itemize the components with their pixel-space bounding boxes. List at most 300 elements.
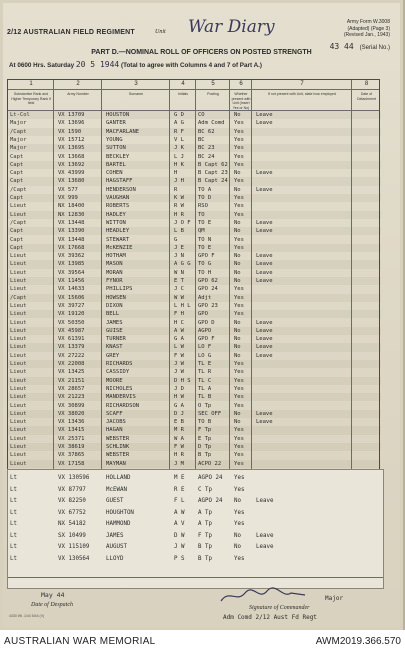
posting-cell: LO F <box>198 344 212 351</box>
subtitle-suffix: (Total to agree with Columns 4 and 7 of Part A.) <box>120 62 262 69</box>
initials-cell: K W <box>174 195 184 201</box>
rank-cell: Lieut <box>10 460 27 467</box>
officer-row <box>8 194 381 202</box>
officer-row <box>8 252 381 260</box>
present-cell: No <box>234 336 241 343</box>
present-cell: Yes <box>234 555 245 562</box>
officer-row <box>8 474 381 484</box>
initials-cell: R W <box>174 203 184 210</box>
surname-cell: NICHOLES <box>106 385 133 392</box>
army-number-cell: VX 13695 <box>58 145 85 152</box>
present-cell: Yes <box>234 427 244 434</box>
present-cell: No <box>234 253 241 260</box>
unit-name: 2/12 AUSTRALIAN FIELD REGIMENT <box>7 29 135 36</box>
rank-cell: /Capt <box>10 294 27 301</box>
posting-cell: CO <box>198 112 205 118</box>
officer-row <box>8 186 381 194</box>
posting-cell: GPO F <box>198 336 215 343</box>
surname-cell: YOUNG <box>106 136 123 143</box>
rank-cell: Lieut <box>10 385 27 392</box>
present-cell: Yes <box>234 145 244 152</box>
officer-row <box>8 532 381 542</box>
part-subtitle <box>9 60 262 69</box>
column-heading: Surname <box>128 92 144 96</box>
employment-cell: Leave <box>256 219 273 226</box>
posting-cell: F Tp <box>198 532 212 539</box>
army-number-cell: VX 30899 <box>58 402 85 409</box>
signature-scribble-icon <box>219 587 309 605</box>
surname-cell: SCHLINK <box>106 444 130 450</box>
surname-cell: MOORE <box>106 377 123 384</box>
officer-row <box>8 236 381 244</box>
rank-cell: /Capt <box>10 128 27 135</box>
initials-cell: D H S <box>174 377 191 384</box>
army-number-cell: VX 577 <box>58 186 78 193</box>
rank-cell: Lieut <box>10 427 27 434</box>
initials-cell: R <box>174 186 178 193</box>
rank-cell: Lieut <box>10 269 27 276</box>
surname-cell: HADLEY <box>106 211 126 218</box>
rank-cell: Lieut <box>10 336 27 343</box>
surname-cell: CASSIDY <box>106 369 130 376</box>
rank-cell: Lieut <box>10 452 27 459</box>
posting-cell: B Tp <box>198 452 212 459</box>
column-heading: Date of Detachment <box>357 92 376 101</box>
army-number-cell: VX 45987 <box>58 327 85 334</box>
officer-row <box>8 520 381 530</box>
officer-row <box>8 327 381 335</box>
present-cell: No <box>234 219 241 226</box>
present-cell: No <box>234 352 241 359</box>
present-cell: No <box>234 498 241 504</box>
present-cell: Yes <box>234 286 244 293</box>
army-number-cell: VX 22008 <box>58 361 85 367</box>
army-number-cell: VX 27222 <box>58 352 85 359</box>
commander-line: Adm Comd 2/12 Aust Fd Regt <box>223 614 317 621</box>
initials-cell: A G G <box>174 261 191 268</box>
header-rule <box>8 89 379 90</box>
initials-cell: A W <box>174 327 184 334</box>
rank-cell: Lt-Col <box>10 112 30 118</box>
present-cell: No <box>234 269 241 276</box>
rank-cell: Lieut <box>10 203 27 210</box>
serial-label: (Serial No.) <box>359 45 390 51</box>
column-heading: Whether present with Unit (Insert Yes or No) <box>231 92 251 110</box>
army-number-cell: VX 17158 <box>58 460 85 467</box>
army-number-cell: VX 13668 <box>58 153 85 160</box>
army-number-cell: NX 54182 <box>58 521 86 527</box>
initials-cell: G D <box>174 112 184 118</box>
army-number-cell: VX 999 <box>58 195 78 201</box>
present-cell: Yes <box>234 394 244 401</box>
present-cell: Yes <box>234 120 244 127</box>
present-cell: No <box>234 319 241 326</box>
posting-cell: TO N <box>198 236 212 243</box>
surname-cell: MAYMAN <box>106 460 126 467</box>
rank-cell: /Capt <box>10 219 27 226</box>
column-number: 5 <box>211 81 215 87</box>
rank-cell: Lieut <box>10 361 27 367</box>
posting-cell: TL C <box>198 377 212 384</box>
rank-cell: Lt <box>10 555 17 562</box>
officer-row <box>8 202 381 210</box>
initials-cell: H W <box>174 394 184 401</box>
army-number-cell: VX 61391 <box>58 336 85 343</box>
officer-row <box>8 418 381 426</box>
officer-row <box>8 435 381 443</box>
posting-cell: A Tp <box>198 509 212 516</box>
employment-cell: Leave <box>256 261 273 268</box>
initials-cell: A G <box>174 120 184 127</box>
present-cell: Yes <box>234 509 245 516</box>
surname-cell: RICHARDS <box>106 361 133 367</box>
posting-cell: BC <box>198 136 205 143</box>
despatch-date: May 44 <box>41 591 65 599</box>
employment-cell: Leave <box>256 228 273 235</box>
posting-cell: QM <box>198 228 205 235</box>
surname-cell: WEBSTER <box>106 452 130 459</box>
initials-cell: F L <box>174 498 185 504</box>
present-cell: Yes <box>234 444 244 450</box>
officer-row <box>8 410 381 418</box>
initials-cell: J E <box>174 244 184 251</box>
rank-cell: Lt <box>10 532 17 539</box>
officer-row <box>8 128 381 136</box>
employment-cell: Leave <box>256 112 273 118</box>
initials-cell: J D <box>174 385 184 392</box>
army-number-cell: VX 38619 <box>58 444 85 450</box>
present-cell: No <box>234 410 241 417</box>
rank-cell: Lt <box>10 521 17 527</box>
posting-cell: E Tp <box>198 435 212 442</box>
posting-cell: F Tp <box>198 427 212 434</box>
present-cell: No <box>234 278 241 284</box>
column-heading: Substantive Rank and Higher Temporary Rank if held <box>11 92 51 105</box>
rank-cell: Lieut <box>10 419 27 426</box>
army-number-cell: VX 17668 <box>58 244 85 251</box>
column-heading: If not present with Unit, state how employed <box>268 92 336 96</box>
initials-cell: D W <box>174 532 185 539</box>
employment-cell: Leave <box>256 410 273 417</box>
rank-cell: Lieut <box>10 369 27 376</box>
rank-cell: Major <box>10 145 27 152</box>
officer-row <box>8 343 381 351</box>
officer-row <box>8 144 381 152</box>
surname-cell: SUTTON <box>106 145 126 152</box>
surname-cell: RICHARDSON <box>106 402 140 409</box>
serial-value: 43 44 <box>329 42 354 51</box>
section-rule <box>8 577 383 578</box>
army-number-cell: VX 15712 <box>58 136 85 143</box>
army-number-cell: VX 43999 <box>58 170 85 177</box>
army-number-cell: VX 15606 <box>58 294 85 301</box>
army-number-cell: VX 50350 <box>58 319 85 326</box>
nominal-roll-table <box>7 79 380 484</box>
surname-cell: ROBERTS <box>106 203 130 210</box>
initials-cell: J K <box>174 145 184 152</box>
posting-cell: B Tp <box>198 544 212 550</box>
rank-cell: Lieut <box>10 344 27 351</box>
officer-row <box>8 360 381 368</box>
posting-cell: D Tp <box>198 444 212 450</box>
army-number-cell: VX 38020 <box>58 410 85 417</box>
rank-cell: Lieut <box>10 327 27 334</box>
present-cell: No <box>234 532 241 539</box>
initials-cell: P S <box>174 555 185 562</box>
present-cell: Yes <box>234 475 245 481</box>
initials-cell: L J <box>174 153 184 160</box>
present-cell: Yes <box>234 136 244 143</box>
army-number-cell: VX 13415 <box>58 427 85 434</box>
form-line: (Revised Jan., 1943) <box>343 32 390 38</box>
initials-cell: G <box>174 236 178 243</box>
rank-cell: Major <box>10 120 27 127</box>
rank-cell: Lieut <box>10 394 27 401</box>
surname-cell: STEWART <box>106 236 130 243</box>
surname-cell: JACOBS <box>106 419 126 426</box>
army-number-cell: VX 37865 <box>58 452 85 459</box>
initials-cell: M R <box>174 427 184 434</box>
present-cell: Yes <box>234 211 244 218</box>
initials-cell: A W <box>174 509 185 516</box>
posting-cell: TO E <box>198 219 212 226</box>
officer-row <box>8 244 381 252</box>
officer-row <box>8 368 381 376</box>
present-cell: No <box>234 419 241 426</box>
archive-caption <box>0 630 405 653</box>
rank-cell: Lt <box>10 486 17 493</box>
army-number-cell: VX 13680 <box>58 178 85 185</box>
present-cell: Yes <box>234 452 244 459</box>
army-number-cell: VX 115109 <box>58 544 90 550</box>
surname-cell: GUEST <box>106 498 124 504</box>
present-cell: Yes <box>234 178 244 185</box>
army-number-cell: VX 39727 <box>58 302 85 309</box>
rank-cell: Lieut <box>10 261 27 268</box>
employment-cell: Leave <box>256 186 273 193</box>
army-number-cell: SX 10499 <box>58 532 86 539</box>
officer-row <box>8 555 381 565</box>
army-number-cell: VX 25371 <box>58 435 85 442</box>
surname-cell: MANDERVIS <box>106 394 136 401</box>
present-cell: Yes <box>234 311 244 318</box>
rank-cell: Lieut <box>10 377 27 384</box>
rank-cell: Lieut <box>10 444 27 450</box>
posting-cell: BC 62 <box>198 128 215 135</box>
present-cell: Yes <box>234 435 244 442</box>
rank-cell: Capt <box>10 195 24 201</box>
posting-cell: C Tp <box>198 486 212 493</box>
rank-cell: Lieut <box>10 402 27 409</box>
appended-officers-section <box>7 469 384 589</box>
present-cell: No <box>234 344 241 351</box>
initials-cell: H K <box>174 161 184 168</box>
employment-cell: Leave <box>256 253 273 260</box>
column-number: 8 <box>364 81 369 87</box>
column-heading: Posting <box>207 92 219 96</box>
subtitle-prefix: At 0600 Hrs. Saturday <box>9 62 75 69</box>
army-number-cell: VX 39564 <box>58 269 85 276</box>
printer-line: 4330 Wt. 1/44 5/44 (V) <box>9 614 45 618</box>
present-cell: Yes <box>234 294 244 301</box>
rank-cell: Capt <box>10 236 24 243</box>
posting-cell: A Tp <box>198 521 212 527</box>
surname-cell: HAGSTAFF <box>106 178 133 185</box>
initials-cell: V L <box>174 136 184 143</box>
present-cell: Yes <box>234 128 244 135</box>
posting-cell: GPO 62 <box>198 278 218 284</box>
initials-cell: F W <box>174 352 184 359</box>
column-number: 7 <box>300 81 304 87</box>
employment-cell: Leave <box>256 120 273 127</box>
nominal-roll-page <box>3 3 400 627</box>
employment-cell: Leave <box>256 336 273 343</box>
present-cell: No <box>234 261 241 268</box>
officer-row <box>8 260 381 268</box>
surname-cell: VAUGHAN <box>106 195 130 201</box>
initials-cell: E B <box>174 419 184 426</box>
form-line: (Adapted) (Page 3) <box>347 25 390 32</box>
present-cell: No <box>234 544 241 550</box>
army-number-cell: VX 13379 <box>58 344 85 351</box>
despatch-label: Date of Despatch <box>31 602 73 608</box>
initials-cell: R F <box>174 128 184 135</box>
present-cell: Yes <box>234 377 244 384</box>
present-cell: Yes <box>234 369 244 376</box>
column-number: 6 <box>239 81 243 87</box>
officer-row <box>8 509 381 519</box>
present-cell: No <box>234 228 241 235</box>
surname-cell: BELL <box>106 311 120 318</box>
army-number-cell: VX 82250 <box>58 498 86 504</box>
surname-cell: WITTON <box>106 219 126 226</box>
posting-cell: B Capt 23 <box>198 170 228 177</box>
officer-row <box>8 543 381 553</box>
form-line: Army Form W.3008 <box>346 19 390 25</box>
officer-row <box>8 169 381 177</box>
initials-cell: H <box>174 170 178 177</box>
rank-cell: Capt <box>10 170 24 177</box>
surname-cell: HENDERSON <box>106 186 136 193</box>
employment-cell: Leave <box>256 278 273 284</box>
posting-cell: Adm Comd <box>198 120 225 127</box>
army-number-cell: VX 14633 <box>58 286 85 293</box>
surname-cell: BARTEL <box>106 161 126 168</box>
initials-cell: J H <box>174 178 184 185</box>
surname-cell: FYNOR <box>106 278 123 284</box>
initials-cell: J W <box>174 361 184 367</box>
initials-cell: H C <box>174 319 184 326</box>
rank-cell: Lt <box>10 544 17 550</box>
surname-cell: TURNER <box>106 336 126 343</box>
surname-cell: McKENZIE <box>106 244 133 251</box>
posting-cell: BC 24 <box>198 153 215 160</box>
posting-cell: BC 23 <box>198 145 215 152</box>
army-number-cell: VX 39362 <box>58 253 85 260</box>
rank-cell: Lt <box>10 498 17 504</box>
surname-cell: HEADLEY <box>106 228 130 235</box>
rank-cell: Lieut <box>10 319 27 326</box>
present-cell: Yes <box>234 385 244 392</box>
officer-row <box>8 161 381 169</box>
posting-cell: B Tp <box>198 555 212 562</box>
army-number-cell: VX 13696 <box>58 120 85 127</box>
surname-cell: KNAST <box>106 344 123 351</box>
surname-cell: HAGAN <box>106 427 123 434</box>
subtitle-date: 20 5 194 <box>75 60 115 69</box>
present-cell: Yes <box>234 244 244 251</box>
employment-cell: Leave <box>256 319 273 326</box>
surname-cell: HOWSEN <box>106 294 126 301</box>
initials-cell: M E <box>174 475 185 481</box>
rank-cell: Capt <box>10 161 24 168</box>
army-number-cell: VX 13448 <box>58 219 85 226</box>
army-number-cell: VX 21151 <box>58 377 85 384</box>
surname-cell: SCAFF <box>106 410 123 417</box>
army-number-cell: NX 12830 <box>58 211 85 218</box>
surname-cell: MORAN <box>106 269 123 276</box>
initials-cell: J N <box>174 253 184 260</box>
present-cell: Yes <box>234 153 244 160</box>
rank-cell: Lieut <box>10 211 27 218</box>
posting-cell: Adjt <box>198 294 212 301</box>
officer-row <box>8 302 381 310</box>
officer-row <box>8 310 381 318</box>
rank-cell: /Capt <box>10 186 27 193</box>
rank-cell: Capt <box>10 178 24 185</box>
present-cell: Yes <box>234 486 245 493</box>
initials-cell: L H L <box>174 302 191 309</box>
surname-cell: MASON <box>106 261 123 268</box>
army-number-cell: VX 13425 <box>58 369 85 376</box>
initials-cell: W A <box>174 435 184 442</box>
army-number-cell: VX 13436 <box>58 419 85 426</box>
present-cell: Yes <box>234 460 244 467</box>
present-cell: Yes <box>234 302 244 309</box>
subtitle-year: 4 <box>114 60 120 69</box>
surname-cell: MACFARLANE <box>106 128 140 135</box>
rank-cell: Lieut <box>10 311 27 318</box>
officer-row <box>8 153 381 161</box>
present-cell: Yes <box>234 195 244 201</box>
army-number-cell: VX 13390 <box>58 228 85 235</box>
officer-row <box>8 211 381 219</box>
initials-cell: H R <box>174 452 184 459</box>
officer-row <box>8 352 381 360</box>
present-cell: Yes <box>234 361 244 367</box>
surname-cell: HOUSTON <box>106 112 130 118</box>
handwritten-title: War Diary <box>188 17 275 37</box>
officer-row <box>8 119 381 127</box>
officer-row <box>8 111 381 119</box>
officer-row <box>8 426 381 434</box>
initials-cell: J M <box>174 460 184 467</box>
present-cell: No <box>234 186 241 193</box>
present-cell: Yes <box>234 236 244 243</box>
posting-cell: RSO <box>198 203 208 210</box>
rank-cell: Major <box>10 136 27 143</box>
column-heading: Army Number <box>67 92 89 96</box>
army-number-cell: VX 1590 <box>58 128 82 135</box>
posting-cell: O Tp <box>198 402 212 409</box>
surname-cell: PHILLIPS <box>106 286 133 293</box>
posting-cell: TL E <box>198 361 212 367</box>
employment-cell: Leave <box>256 419 273 426</box>
posting-cell: AGPO <box>198 327 212 334</box>
officer-row <box>8 443 381 451</box>
column-number: 3 <box>134 81 138 87</box>
initials-cell: W N <box>174 269 184 276</box>
